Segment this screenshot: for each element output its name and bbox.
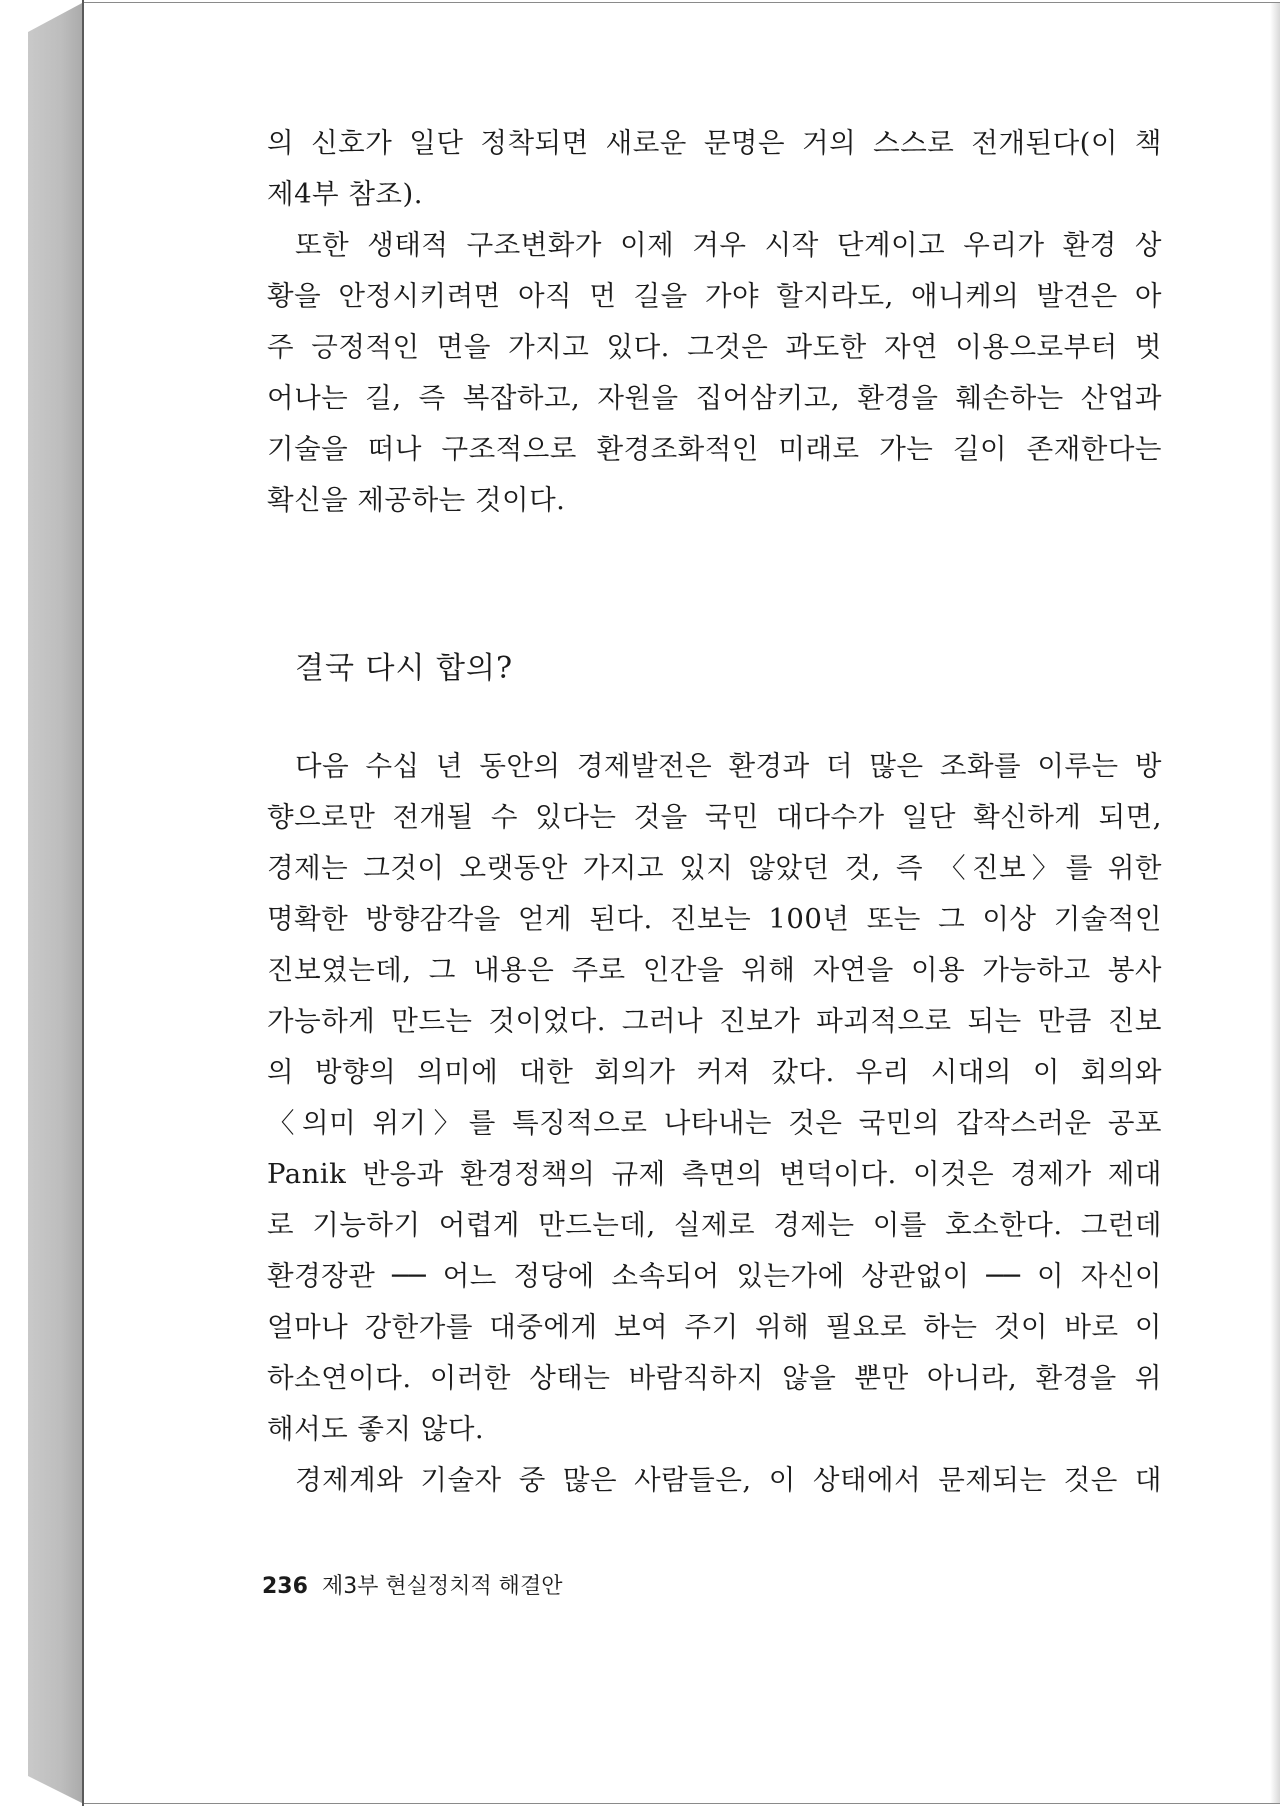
text-line: 하소연이다. 이러한 상태는 바람직하지 않을 뿐만 아니라, 환경을 위 (267, 1362, 1162, 1394)
text-line: 다음 수십 년 동안의 경제발전은 환경과 더 많은 조화를 이루는 방 (295, 750, 1162, 782)
body-paragraphs (267, 741, 1162, 1506)
section-heading: 결국 다시 합의? (295, 651, 514, 686)
page-footer (262, 1569, 562, 1600)
text-line: 어나는 길, 즉 복잡하고, 자원을 집어삼키고, 환경을 훼손하는 산업과 (267, 382, 1162, 414)
text-line: 로 기능하기 어렵게 만드는데, 실제로 경제는 이를 호소한다. 그런데 (267, 1209, 1162, 1241)
page-number: 236 (262, 1574, 308, 1599)
text-line: 확신을 제공하는 것이다. (267, 484, 566, 516)
text-line: 황을 안정시키려면 아직 먼 길을 가야 할지라도, 애니케의 발견은 아 (267, 280, 1162, 312)
text-line: 진보였는데, 그 내용은 주로 인간을 위해 자연을 이용 가능하고 봉사 (267, 954, 1162, 986)
text-line: 환경장관 ── 어느 정당에 소속되어 있는가에 상관없이 ── 이 자신이 (267, 1260, 1162, 1292)
text-line: 얼마나 강한가를 대중에게 보여 주기 위해 필요로 하는 것이 바로 이 (267, 1311, 1162, 1343)
text-line: 주 긍정적인 면을 가지고 있다. 그것은 과도한 자연 이용으로부터 벗 (267, 331, 1162, 363)
text-line: Panik 반응과 환경정책의 규제 측면의 변덕이다. 이것은 경제가 제대 (267, 1158, 1162, 1190)
text-line: 기술을 떠나 구조적으로 환경조화적인 미래로 가는 길이 존재한다는 (267, 433, 1162, 465)
text-line: 해서도 좋지 않다. (267, 1413, 485, 1445)
text-line: 명확한 방향감각을 얻게 된다. 진보는 100년 또는 그 이상 기술적인 (267, 903, 1162, 935)
page-edge-shadow (1270, 3, 1280, 1803)
book-spine (28, 2, 84, 1804)
text-line: 경제계와 기술자 중 많은 사람들은, 이 상태에서 문제되는 것은 대 (295, 1464, 1162, 1496)
top-paragraph (267, 118, 1162, 526)
text-line: 의 신호가 일단 정착되면 새로운 문명은 거의 스스로 전개된다(이 책 (267, 127, 1162, 159)
text-line: 경제는 그것이 오랫동안 가지고 있지 않았던 것, 즉 〈진보〉를 위한 (267, 852, 1162, 884)
text-line: 향으로만 전개될 수 있다는 것을 국민 대다수가 일단 확신하게 되면, (267, 801, 1162, 833)
text-line: 제4부 참조). (267, 178, 423, 210)
text-line: 가능하게 만드는 것이었다. 그러나 진보가 파괴적으로 되는 만큼 진보 (267, 1005, 1162, 1037)
text-line: 의 방향의 의미에 대한 회의가 커져 갔다. 우리 시대의 이 회의와 (267, 1056, 1162, 1088)
text-line: 또한 생태적 구조변화가 이제 겨우 시작 단계이고 우리가 환경 상 (295, 229, 1162, 261)
running-title: 제3부 현실정치적 해결안 (321, 1574, 563, 1599)
text-line: 〈의미 위기〉를 특징적으로 나타내는 것은 국민의 갑작스러운 공포 (267, 1107, 1162, 1139)
